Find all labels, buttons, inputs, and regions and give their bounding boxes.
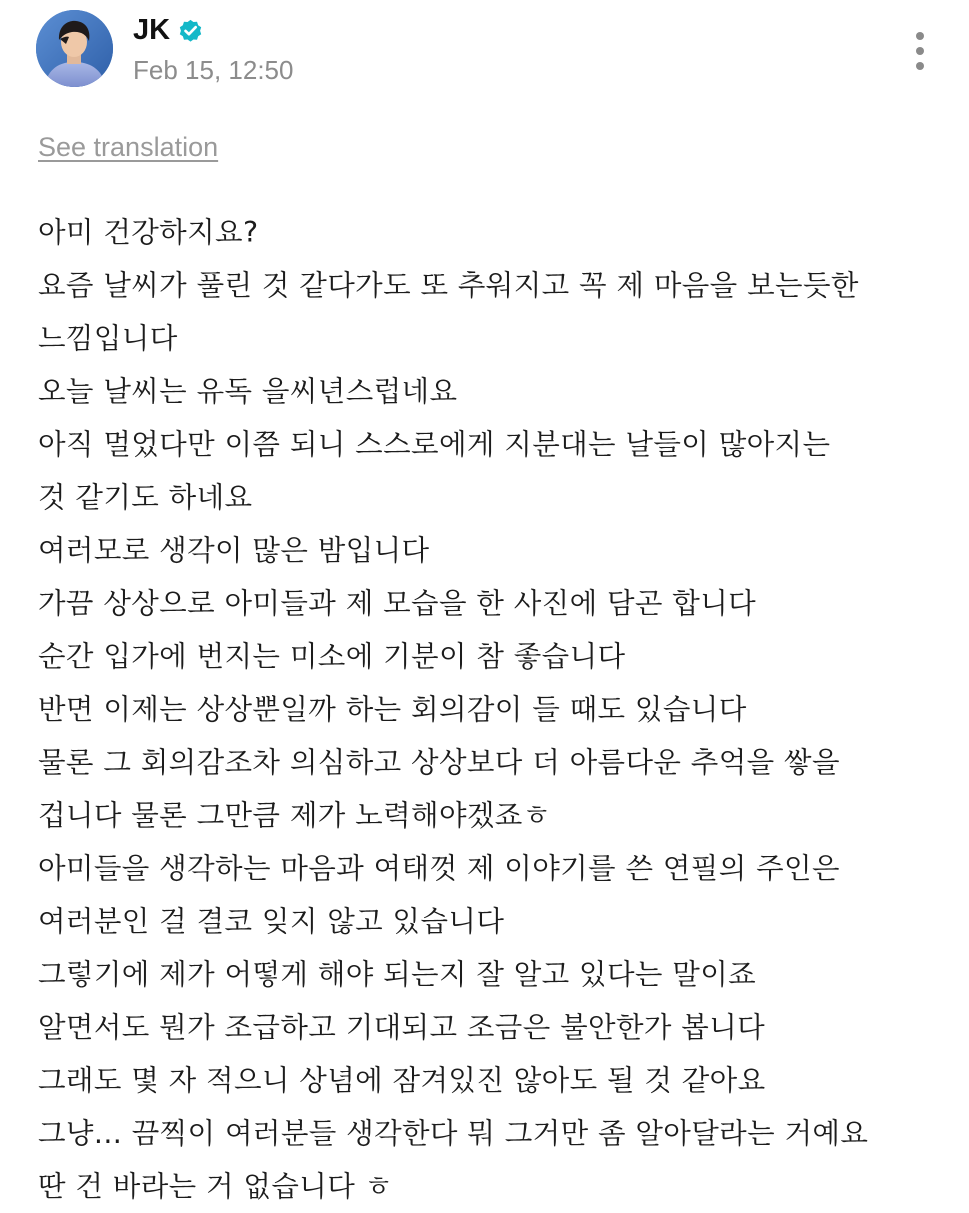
see-translation-link[interactable]: See translation	[38, 132, 219, 162]
author-name-text: JK	[133, 14, 171, 46]
post-line: 알면서도 뭔가 조급하고 기대되고 조금은 불안한가 봅니다	[38, 1011, 766, 1044]
post-body	[38, 206, 958, 1213]
post-line: 겁니다 물론 그만큼 제가 노력해야겠죠ㅎ	[38, 799, 551, 832]
post-line: 그냥... 끔찍이 여러분들 생각한다 뭐 그거만 좀 알아달라는 거예요	[38, 1117, 869, 1150]
post-line: 아미 건강하지요?	[38, 216, 259, 249]
post-header	[0, 0, 969, 110]
post-line: 것 같기도 하네요	[38, 481, 253, 514]
author-name[interactable]	[133, 12, 204, 48]
post-line: 반면 이제는 상상뿐일까 하는 회의감이 들 때도 있습니다	[38, 693, 747, 726]
post-line: 여러모로 생각이 많은 밤입니다	[38, 534, 430, 567]
post-line: 느낌입니다	[38, 322, 178, 355]
profile-avatar[interactable]	[36, 10, 113, 87]
post-line: 순간 입가에 번지는 미소에 기분이 참 좋습니다	[38, 640, 626, 673]
post-line: 여러분인 걸 결코 잊지 않고 있습니다	[38, 905, 505, 938]
post-line: 물론 그 회의감조차 의심하고 상상보다 더 아름다운 추억을 쌓을	[38, 746, 840, 779]
post-line: 아미들을 생각하는 마음과 여태껏 제 이야기를 쓴 연필의 주인은	[38, 852, 840, 885]
post-line: 가끔 상상으로 아미들과 제 모습을 한 사진에 담곤 합니다	[38, 587, 757, 620]
post-line: 요즘 날씨가 풀린 것 같다가도 또 추워지고 꼭 제 마음을 보는듯한	[38, 269, 859, 302]
verified-badge-icon	[177, 17, 204, 44]
post-timestamp: Feb 15, 12:50	[133, 55, 294, 85]
avatar-image	[36, 10, 113, 87]
post-line: 아직 멀었다만 이쯤 되니 스스로에게 지분대는 날들이 많아지는	[38, 428, 831, 461]
post-line: 그래도 몇 자 적으니 상념에 잠겨있진 않아도 될 것 같아요	[38, 1064, 766, 1097]
post-line: 그렇기에 제가 어떻게 해야 되는지 잘 알고 있다는 말이죠	[38, 958, 757, 991]
more-vertical-icon[interactable]	[906, 28, 934, 74]
post-line: 오늘 날씨는 유독 을씨년스럽네요	[38, 375, 458, 408]
post-line: 딴 건 바라는 거 없습니다 ㅎ	[38, 1170, 393, 1203]
